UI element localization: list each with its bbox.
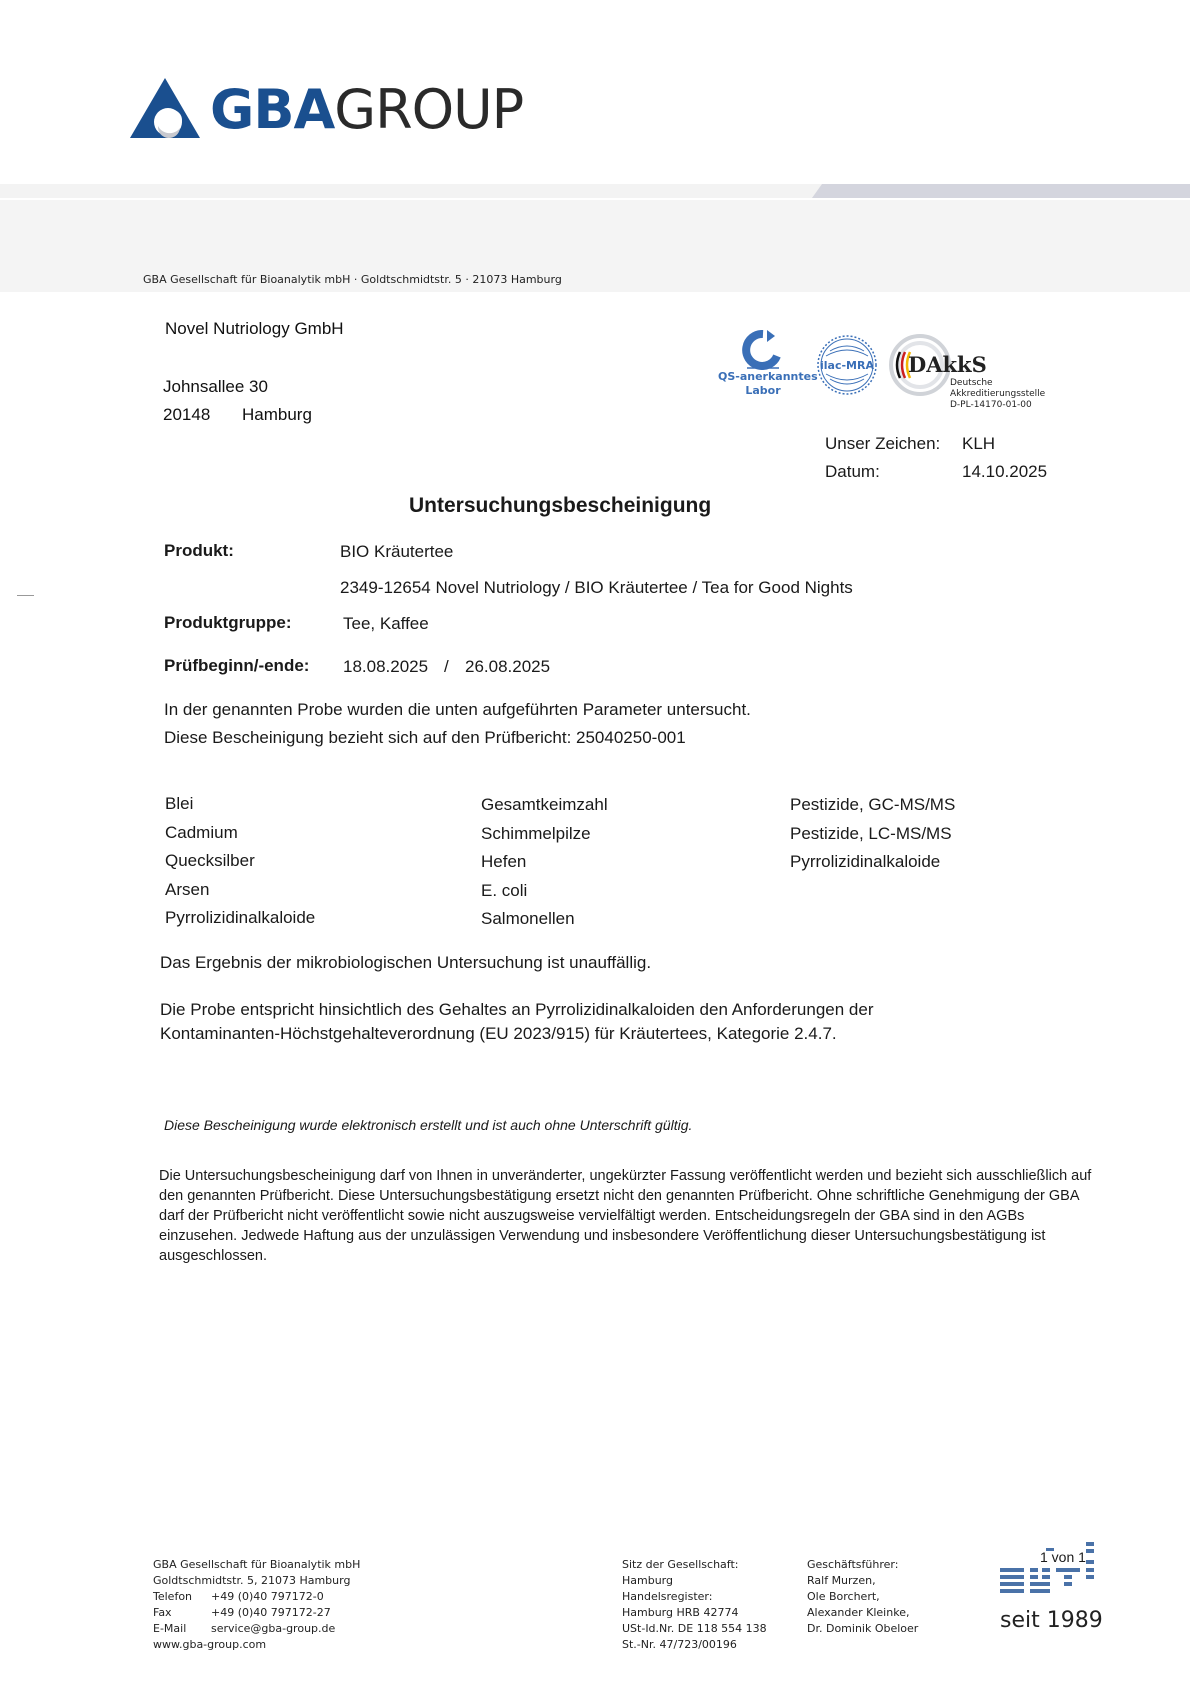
parameter-item: Quecksilber [165,851,255,870]
test-period-label: Prüfbeginn/-ende: [164,656,310,675]
recipient-city: Hamburg [242,405,312,424]
footer-register: Hamburg HRB 42774 [622,1606,739,1619]
reference-label: Unser Zeichen: [825,434,941,453]
product-label: Produkt: [164,541,234,560]
fold-mark [17,595,34,596]
test-start-date: 18.08.2025 [343,657,429,676]
result-microbiology: Das Ergebnis der mikrobiologischen Untersuchung ist unauffällig. [160,953,652,972]
footer-register-label: Handelsregister: [622,1590,713,1603]
product-detail: 2349-12654 Novel Nutriology / BIO Kräutertee / Tea for Good Nights [340,578,853,597]
intro-line-2: Diese Bescheinigung bezieht sich auf den Prüfbericht: 25040250-001 [164,728,686,747]
ilac-mra-seal-icon [816,334,878,396]
footer-manager: Dr. Dominik Obeloer [807,1622,919,1635]
footer-fax: +49 (0)40 797172-27 [211,1606,331,1619]
footer-seat-label: Sitz der Gesellschaft: [622,1558,739,1571]
parameters-column-1 [165,790,315,933]
date-value: 14.10.2025 [962,462,1048,481]
dakks-line2: Akkreditierungsstelle [950,389,1046,399]
footer-registry-block [622,1557,767,1653]
footer-email[interactable]: service@gba-group.de [211,1622,336,1635]
parameter-item: Pestizide, LC-MS/MS [790,823,952,843]
since-1989: seit 1989 [1000,1608,1103,1633]
footer-management-block [807,1557,918,1637]
qs-recycle-icon [741,330,785,370]
parameter-item: E. coli [481,880,528,900]
qs-label-line2: Labor [745,384,781,397]
qs-label-line1: QS-anerkanntes [718,370,818,383]
parameter-item: Pyrrolizidinalkaloide [165,908,316,927]
footer-vat-id: USt-Id.Nr. DE 118 554 138 [622,1622,767,1635]
product-value: BIO Kräutertee [340,542,454,561]
gba-triangle-logo-icon [130,78,200,140]
recipient-street: Johnsallee 30 [163,377,268,396]
footer-management-label: Geschäftsführer: [807,1558,899,1571]
recipient-company: Novel Nutriology GmbH [165,319,344,338]
dakks-text [950,378,1045,411]
result-pa-line-1: Die Probe entspricht hinsichtlich des Gehaltes an Pyrrolizidinalkaloiden den Anforderungen der [160,1000,874,1019]
sender-return-address: GBA Gesellschaft für Bioanalytik mbH · Goldtschmidtstr. 5 · 21073 Hamburg [143,273,562,286]
parameter-item: Blei [165,794,194,813]
parameter-item: Hefen [481,852,527,871]
intro-line-1: In der genannten Probe wurden die unten aufgeführten Parameter untersucht. [164,700,751,719]
reference-value: KLH [962,434,996,453]
ilac-label: ilac-MRA [820,359,874,372]
footer-company-block [153,1557,360,1653]
footer-fax-label: Fax [153,1606,172,1619]
parameter-item: Salmonellen [481,909,575,928]
footer-phone: +49 (0)40 797172-0 [211,1590,324,1603]
logo-brand-bold: GBA [210,77,335,141]
footer-manager: Ralf Murzen, [807,1574,876,1587]
footer-seat: Hamburg [622,1574,673,1587]
document-title: Untersuchungsbescheinigung [409,494,712,517]
header-band-accent [812,184,1190,198]
parameter-item: Gesamtkeimzahl [481,795,608,814]
test-period-separator: / [444,657,449,676]
header-band-divider [0,198,1190,200]
qs-logo [718,330,818,398]
product-group-label: Produktgruppe: [164,613,292,632]
parameter-item: Cadmium [165,822,238,842]
footer-phone-label: Telefon [153,1590,193,1603]
date-label: Datum: [825,462,880,481]
result-pa-line-2: Kontaminanten-Höchstgehalteverordnung (EU 2023/915) für Kräutertees, Kategorie 2.4.7. [160,1024,837,1043]
parameters-column-2 [481,791,608,934]
parameter-item: Schimmelpilze [481,823,591,843]
page-number: 1 von 1 [1040,1549,1086,1565]
dakks-line3: D-PL-14170-01-00 [950,400,1032,410]
parameters-column-3 [790,791,955,877]
footer-website[interactable]: www.gba-group.com [153,1638,267,1651]
ilac-mra-logo [816,334,878,401]
footer-manager: Ole Borchert, [807,1590,880,1603]
electronic-signature-note: Diese Bescheinigung wurde elektronisch erstellt und ist auch ohne Unterschrift gültig. [164,1117,693,1133]
gba-group-logo [130,78,523,140]
parameter-item: Pestizide, GC-MS/MS [790,795,956,814]
parameter-item: Pyrrolizidinalkaloide [790,852,941,871]
product-group-value: Tee, Kaffee [343,614,429,633]
test-end-date: 26.08.2025 [465,657,551,676]
footer-address: Goldtschmidtstr. 5, 21073 Hamburg [153,1574,351,1587]
footer-company: GBA Gesellschaft für Bioanalytik mbH [153,1558,361,1571]
footer-email-label: E-Mail [153,1622,187,1635]
parameter-item: Arsen [165,879,210,899]
logo-brand-light: GROUP [334,77,524,141]
dakks-name: DAkkS [908,352,987,377]
footer-manager: Alexander Kleinke, [807,1606,910,1619]
legal-disclaimer: Die Untersuchungsbescheinigung darf von Ihnen in unveränderter, ungekürzter Fassung veröffentlicht werden und bezieht sich ausschließlich auf den genannten Prüfbericht. Diese Untersuchungsbestätigung ersetzt nicht den genannten Prüfbericht. Ohne schriftliche Genehmigung der GBA darf der Prüfbericht nicht veröffentlicht sowie nicht auszugsweise vervielfältigt werden. Entscheidungsregeln der GBA sind in den AGBs einzusehen. Jedwede Haftung aus der unzulässigen Verwendung und insbesondere Veröffentlichung dieser Untersuchungsbestätigung ist ausgeschlossen. [159,1168,1092,1264]
footer-tax-number: St.-Nr. 47/723/00196 [622,1638,737,1651]
recipient-zip: 20148 [163,405,211,424]
dakks-line1: Deutsche [950,378,993,388]
